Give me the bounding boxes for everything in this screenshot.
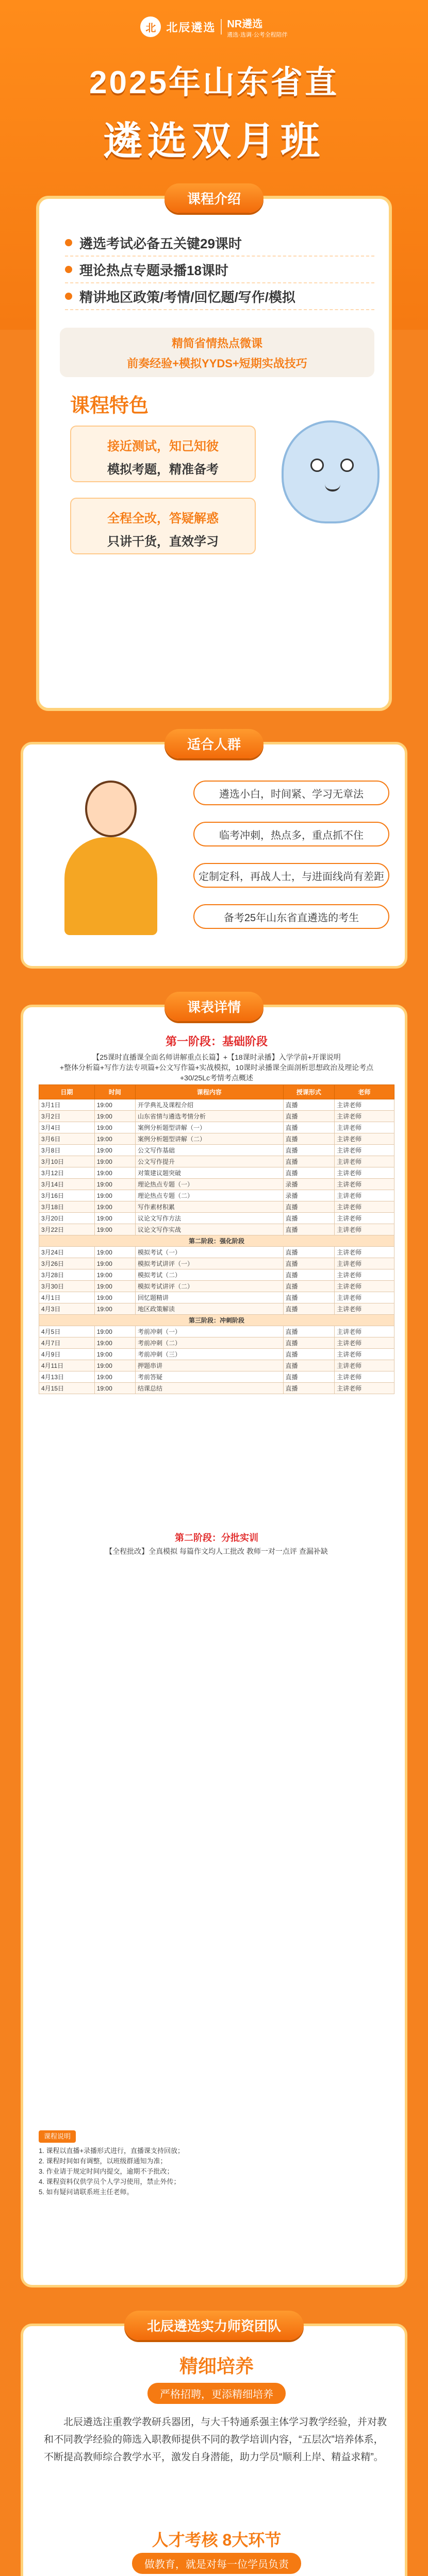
column-header: 课程内容 (136, 1085, 284, 1099)
subphase-label: 第三阶段：冲刺阶段 (39, 1315, 394, 1326)
table-cell: 19:00 (94, 1303, 135, 1315)
table-row (39, 1371, 394, 1383)
table-cell: 3月2日 (39, 1111, 95, 1122)
table-cell: 主讲老师 (335, 1201, 394, 1213)
table-row (39, 1258, 394, 1269)
bullet-icon (65, 239, 72, 246)
table-cell: 直播 (283, 1349, 335, 1360)
table-cell: 直播 (283, 1111, 335, 1122)
table-cell: 19:00 (94, 1269, 135, 1281)
table-cell: 直播 (283, 1145, 335, 1156)
subphase-row (39, 1315, 394, 1326)
table-cell: 3月14日 (39, 1179, 95, 1190)
table-cell: 主讲老师 (335, 1156, 394, 1167)
audience-item: 临考冲刺，热点多，重点抓不住 (193, 822, 389, 846)
table-row (39, 1099, 394, 1111)
table-cell: 考前冲刺（一） (136, 1326, 284, 1337)
schedule-section-label: 课表详情 (164, 992, 264, 1021)
table-cell: 19:00 (94, 1360, 135, 1371)
table-row (39, 1213, 394, 1224)
sub-brand-note: 遴选·选调·公考全程陪伴 (227, 31, 288, 38)
wheel-title: 人才考核 8大环节 (152, 2531, 282, 2549)
table-cell: 直播 (283, 1303, 335, 1315)
table-cell: 4月5日 (39, 1326, 95, 1337)
person-head (85, 781, 137, 837)
table-cell: 直播 (283, 1167, 335, 1179)
table-cell: 4月15日 (39, 1383, 95, 1394)
table-cell: 地区政策解读 (136, 1303, 284, 1315)
table-cell: 主讲老师 (335, 1145, 394, 1156)
faculty-section-label: 北辰遴选实力师资团队 (124, 2311, 304, 2340)
table-row (39, 1224, 394, 1235)
table-cell: 主讲老师 (335, 1383, 394, 1394)
audience-section (21, 737, 407, 969)
table-row (39, 1326, 394, 1337)
table-cell: 19:00 (94, 1133, 135, 1145)
intro-list (65, 230, 374, 310)
table-cell: 19:00 (94, 1190, 135, 1201)
banner-line-1: 精简省情热点微课 (171, 337, 262, 350)
table-cell: 理论热点专题（一） (136, 1179, 284, 1190)
table-row (39, 1156, 394, 1167)
banner-line-2: 前奏经验+模拟YYDS+短期实战技巧 (127, 357, 307, 370)
table-cell: 19:00 (94, 1213, 135, 1224)
table-cell: 4月13日 (39, 1371, 95, 1383)
note-title: 第二阶段：分批实训 (175, 1533, 258, 1543)
intro-item-text: 遴选考试必备五关键29课时 (79, 235, 242, 251)
table-row (39, 1111, 394, 1122)
notice-item: 1. 课程以直播+录播形式进行，直播课支持回放； (39, 2147, 185, 2155)
table-cell: 19:00 (94, 1326, 135, 1337)
table-cell: 直播 (283, 1201, 335, 1213)
mascot-mouth (325, 484, 340, 492)
brand-logo-icon: 北 (140, 16, 161, 37)
intro-item (65, 230, 374, 257)
notice-item: 5. 如有疑问请联系班主任老师。 (39, 2188, 134, 2196)
faculty-subtitle-text: 严格招聘，更添精细培养 (147, 2383, 286, 2404)
person-illustration (54, 781, 168, 935)
desc-line: 【25课时直播课全面名师讲解重点长篇】+【18课时录播】入学学前+开课说明 (92, 1053, 341, 1061)
table-cell: 直播 (283, 1213, 335, 1224)
intro-item (65, 257, 374, 283)
table-cell: 19:00 (94, 1371, 135, 1383)
feature-box (70, 498, 256, 554)
table-row (39, 1201, 394, 1213)
table-cell: 19:00 (94, 1179, 135, 1190)
table-cell: 开学典礼及课程介绍 (136, 1099, 284, 1111)
table-cell: 主讲老师 (335, 1099, 394, 1111)
schedule-section (21, 999, 407, 2287)
phase-title: 第一阶段：基础阶段 (165, 1035, 268, 1048)
audience-item: 备考25年山东省直遴选的考生 (193, 904, 389, 929)
feature-line-1: 全程全改，答疑解惑 (107, 512, 219, 526)
intro-card (36, 191, 392, 711)
sub-brand-name: NR遴选 (227, 18, 263, 30)
table-cell: 直播 (283, 1326, 335, 1337)
table-cell: 19:00 (94, 1383, 135, 1394)
intro-item-text: 理论热点专题录播18课时 (79, 262, 228, 278)
table-cell: 主讲老师 (335, 1281, 394, 1292)
features-title: 课程特色 (70, 395, 149, 417)
table-cell: 19:00 (94, 1224, 135, 1235)
table-cell: 3月26日 (39, 1258, 95, 1269)
table-cell: 3月16日 (39, 1190, 95, 1201)
table-row (39, 1383, 394, 1394)
title-line-2: 遴选双月班 (103, 120, 325, 163)
table-cell: 考前答疑 (136, 1371, 284, 1383)
intro-item-text: 精讲地区政策/考情/回忆题/写作/模拟 (79, 289, 295, 305)
table-row (39, 1190, 394, 1201)
feature-line-2: 只讲干货，直效学习 (107, 535, 219, 549)
table-cell: 直播 (283, 1383, 335, 1394)
table-cell: 主讲老师 (335, 1179, 394, 1190)
table-row (39, 1133, 394, 1145)
table-cell: 模拟考试讲评（二） (136, 1281, 284, 1292)
desc-line: +30/25Lc考情考点概述 (180, 1074, 253, 1082)
table-cell: 3月22日 (39, 1224, 95, 1235)
table-cell: 19:00 (94, 1099, 135, 1111)
table-cell: 考前冲刺（二） (136, 1337, 284, 1349)
table-row (39, 1167, 394, 1179)
sub-brand (227, 15, 287, 39)
table-cell: 模拟考试（二） (136, 1269, 284, 1281)
table-cell: 4月1日 (39, 1292, 95, 1303)
table-cell: 3月18日 (39, 1201, 95, 1213)
table-cell: 主讲老师 (335, 1224, 394, 1235)
table-row (39, 1145, 394, 1156)
table-cell: 模拟考试（一） (136, 1247, 284, 1258)
table-row (39, 1349, 394, 1360)
table-cell: 主讲老师 (335, 1303, 394, 1315)
audience-item: 遴选小白，时间紧、学习无章法 (193, 781, 389, 805)
table-cell: 19:00 (94, 1122, 135, 1133)
table-cell: 4月3日 (39, 1303, 95, 1315)
table-row (39, 1179, 394, 1190)
table-cell: 主讲老师 (335, 1133, 394, 1145)
table-cell: 案例分析题型讲解（二） (136, 1133, 284, 1145)
table-cell: 3月12日 (39, 1167, 95, 1179)
table-cell: 理论热点专题（二） (136, 1190, 284, 1201)
table-cell: 直播 (283, 1371, 335, 1383)
wheel-subtitle (23, 2553, 410, 2574)
table-cell: 3月4日 (39, 1122, 95, 1133)
table-cell: 写作素材积累 (136, 1201, 284, 1213)
table-cell: 19:00 (94, 1201, 135, 1213)
title-line-1: 2025年山东省直 (89, 65, 339, 100)
bullet-icon (65, 293, 72, 300)
column-header: 日期 (39, 1085, 95, 1099)
table-cell: 直播 (283, 1224, 335, 1235)
table-row (39, 1247, 394, 1258)
table-cell: 直播 (283, 1292, 335, 1303)
table-cell: 3月24日 (39, 1247, 95, 1258)
table-cell: 主讲老师 (335, 1122, 394, 1133)
table-cell: 3月6日 (39, 1133, 95, 1145)
note-body: 【全程批改】全真模拟 每篇作文均人工批改 教师一对一点评 查漏补缺 (105, 1547, 328, 1555)
table-row (39, 1303, 394, 1315)
table-cell: 19:00 (94, 1145, 135, 1156)
table-cell: 主讲老师 (335, 1360, 394, 1371)
table-cell: 主讲老师 (335, 1258, 394, 1269)
table-cell: 3月30日 (39, 1281, 95, 1292)
schedule-notices (39, 2130, 394, 2197)
notice-tag: 课程说明 (39, 2130, 76, 2143)
table-cell: 3月10日 (39, 1156, 95, 1167)
table-cell: 3月20日 (39, 1213, 95, 1224)
table-cell: 公文写作基础 (136, 1145, 284, 1156)
table-cell: 主讲老师 (335, 1337, 394, 1349)
table-row (39, 1292, 394, 1303)
table-cell: 19:00 (94, 1281, 135, 1292)
faculty-text: 北辰遴选注重教学教研兵器团，与大千特通系强主体学习教学经验，并对教和不同教学经验的筛选入职教师提供不同的教学培训内容，“五层次”培养体系，不断提高教师综合教学水平，激发自身潜能，助力学员“顺利上岸、精益求精”。 (44, 2417, 387, 2463)
table-cell: 主讲老师 (335, 1269, 394, 1281)
table-cell: 主讲老师 (335, 1213, 394, 1224)
table-cell: 公文写作提升 (136, 1156, 284, 1167)
audience-section-label: 适合人群 (164, 729, 264, 758)
table-cell: 押题串讲 (136, 1360, 284, 1371)
table-cell: 19:00 (94, 1337, 135, 1349)
page-title (0, 57, 428, 166)
table-cell: 回忆题精讲 (136, 1292, 284, 1303)
table-cell: 3月28日 (39, 1269, 95, 1281)
logo-divider (221, 19, 222, 35)
table-cell: 直播 (283, 1156, 335, 1167)
table-header-row (39, 1085, 394, 1099)
table-cell: 3月1日 (39, 1099, 95, 1111)
faculty-title: 精细培养 (179, 2355, 254, 2377)
table-cell: 4月9日 (39, 1349, 95, 1360)
column-header: 时间 (94, 1085, 135, 1099)
table-cell: 19:00 (94, 1156, 135, 1167)
table-cell: 录播 (283, 1179, 335, 1190)
intro-banner (60, 328, 374, 377)
subphase-row (39, 1235, 394, 1247)
table-cell: 录播 (283, 1190, 335, 1201)
audience-item: 定制定科，再战人士，与进面线尚有差距 (193, 863, 389, 888)
table-cell: 直播 (283, 1099, 335, 1111)
table-cell: 对策建议题突破 (136, 1167, 284, 1179)
table-cell: 直播 (283, 1133, 335, 1145)
notice-item: 2. 课程时间如有调整，以班级群通知为准； (39, 2157, 167, 2165)
feature-line-1: 接近测试，知己知彼 (107, 439, 219, 453)
table-cell: 议论文写作方法 (136, 1213, 284, 1224)
intro-section-label: 课程介绍 (164, 183, 264, 213)
brand-name: 北辰遴选 (166, 21, 216, 34)
table-row (39, 1360, 394, 1371)
table-cell: 主讲老师 (335, 1190, 394, 1201)
mascot-illustration (282, 420, 380, 523)
wheel-subtitle-text: 做教育，就是对每一位学员负责 (132, 2553, 301, 2574)
intro-item (65, 283, 374, 310)
table-row (39, 1269, 394, 1281)
table-cell: 山东省情与遴选考情分析 (136, 1111, 284, 1122)
table-cell: 主讲老师 (335, 1167, 394, 1179)
person-body (64, 837, 157, 935)
faculty-section (21, 2318, 407, 2576)
table-cell: 直播 (283, 1360, 335, 1371)
table-cell: 19:00 (94, 1258, 135, 1269)
table-row (39, 1281, 394, 1292)
table-cell: 19:00 (94, 1349, 135, 1360)
table-row (39, 1337, 394, 1349)
mascot-eye (310, 459, 324, 472)
feature-line-2: 模拟考题，精准备考 (107, 463, 219, 477)
schedule-table (39, 1084, 394, 1394)
desc-line: +整体分析篇+写作方法专项篇+公文写作篇+实战模拟，10课时录播课全面剖析思想政治及理论考点 (59, 1063, 374, 1072)
table-cell: 3月8日 (39, 1145, 95, 1156)
table-cell: 案例分析题型讲解（一） (136, 1122, 284, 1133)
table-cell: 主讲老师 (335, 1349, 394, 1360)
table-cell: 主讲老师 (335, 1247, 394, 1258)
table-cell: 19:00 (94, 1247, 135, 1258)
table-cell: 主讲老师 (335, 1111, 394, 1122)
logo-bar (111, 11, 317, 42)
table-cell: 19:00 (94, 1292, 135, 1303)
notice-item: 4. 课程资料仅供学员个人学习使用，禁止外传； (39, 2178, 180, 2185)
mascot-eye (340, 459, 354, 472)
faculty-subtitle (23, 2383, 410, 2404)
schedule-note (39, 1533, 394, 1556)
table-cell: 议论文写作实战 (136, 1224, 284, 1235)
table-cell: 19:00 (94, 1167, 135, 1179)
table-cell: 主讲老师 (335, 1292, 394, 1303)
table-cell: 直播 (283, 1337, 335, 1349)
schedule-desc (39, 1052, 394, 1083)
subphase-label: 第二阶段：强化阶段 (39, 1235, 394, 1247)
table-cell: 模拟考试讲评（一） (136, 1258, 284, 1269)
notice-item: 3. 作业请于规定时间内提交，逾期不予批改； (39, 2167, 174, 2175)
table-cell: 主讲老师 (335, 1371, 394, 1383)
table-cell: 直播 (283, 1247, 335, 1258)
column-header: 老师 (335, 1085, 394, 1099)
table-cell: 4月7日 (39, 1337, 95, 1349)
table-cell: 结课总结 (136, 1383, 284, 1394)
bullet-icon (65, 266, 72, 273)
table-row (39, 1122, 394, 1133)
table-cell: 直播 (283, 1258, 335, 1269)
table-cell: 直播 (283, 1281, 335, 1292)
table-cell: 直播 (283, 1269, 335, 1281)
schedule-header (39, 1033, 394, 1083)
table-cell: 4月11日 (39, 1360, 95, 1371)
column-header: 授课形式 (283, 1085, 335, 1099)
table-cell: 19:00 (94, 1111, 135, 1122)
table-cell: 考前冲刺（三） (136, 1349, 284, 1360)
feature-box (70, 426, 256, 482)
table-cell: 主讲老师 (335, 1326, 394, 1337)
table-cell: 直播 (283, 1122, 335, 1133)
